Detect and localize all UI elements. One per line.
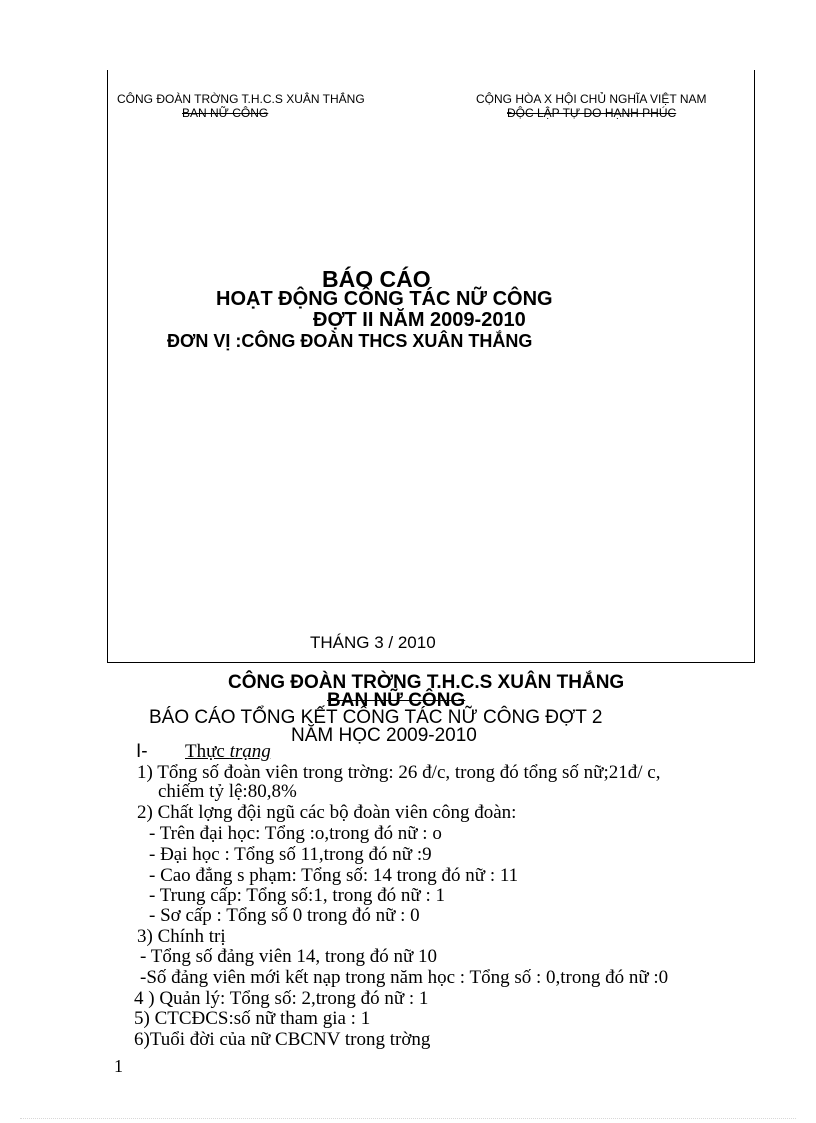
cover-period: ĐỢT II NĂM 2009-2010: [313, 309, 526, 331]
line-postgrad: - Trên đại học: Tổng :o,trong đó nữ : o: [149, 823, 442, 844]
line-party-members: - Tổng số đảng viên 14, trong đó nữ 10: [140, 946, 438, 967]
line-total-members: 1) Tổng số đoàn viên trong trờng: 26 đ/c, trong đó tổng số nữ;21đ/ c,: [137, 762, 661, 783]
cover-unit: ĐƠN VỊ :CÔNG ĐOÀN THCS XUÂN THẮNG: [167, 331, 533, 351]
section-title-b: trạng: [229, 741, 271, 762]
section-title: [185, 741, 271, 763]
report-title: BÁO CÁO TỔNG KẾT CÔNG TÁC NỮ CÔNG ĐỢT 2: [149, 707, 603, 728]
frame-left-border: [107, 70, 108, 663]
line-college: - Cao đẳng s phạm: Tổng số: 14 trong đó nữ : 11: [149, 865, 519, 886]
cover-title: BÁO CÁO: [322, 266, 431, 292]
report-org-sub: BAN NỮ CÔNG: [327, 690, 466, 711]
section-title-a: Thực: [185, 741, 230, 762]
page-bottom-divider: [20, 1118, 796, 1119]
line-age: 6)Tuổi đời của nữ CBCNV trong trờng: [134, 1029, 431, 1050]
frame-right-border: [754, 70, 755, 663]
line-ctcdcs: 5) CTCĐCS:số nữ tham gia : 1: [134, 1008, 371, 1029]
line-politics: 3) Chính trị: [137, 926, 226, 947]
cover-date: THÁNG 3 / 2010: [310, 633, 436, 652]
line-university: - Đại học : Tổng số 11,trong đó nữ :9: [149, 844, 432, 865]
line-ratio: chiếm tỷ lệ:80,8%: [158, 781, 297, 802]
frame-bottom-border: [107, 662, 755, 663]
section-number: I-: [136, 741, 148, 762]
cover-subtitle: HOẠT ĐỘNG CÔNG TÁC NỮ CÔNG: [216, 288, 553, 310]
line-intermediate: - Trung cấp: Tổng số:1, trong đó nữ : 1: [149, 885, 446, 906]
line-quality: 2) Chất lợng đội ngũ các bộ đoàn viên công đoàn:: [137, 802, 517, 823]
report-org: CÔNG ĐOÀN TRỜNG T.H.C.S XUÂN THẮNG: [228, 672, 625, 693]
line-new-members: -Số đảng viên mới kết nạp trong năm học : Tổng số : 0,trong đó nữ :0: [140, 967, 669, 988]
cover-right-motto: ĐỘC LẬP TỰ DO HẠNH PHÚC: [507, 106, 677, 120]
line-management: 4 ) Quản lý: Tổng số: 2,trong đó nữ : 1: [134, 988, 429, 1009]
cover-left-org: CÔNG ĐOÀN TRỜNG T.H.C.S XUÂN THẮNG: [117, 92, 365, 106]
cover-left-sub: BAN NỮ CÔNG: [182, 106, 269, 120]
cover-right-nation: CỘNG HÒA X HỘI CHỦ NGHĨA VIỆT NAM: [476, 92, 707, 106]
report-year: NĂM HỌC 2009-2010: [291, 725, 477, 746]
line-elementary: - Sơ cấp : Tổng số 0 trong đó nữ : 0: [149, 905, 420, 926]
page-number: 1: [114, 1056, 123, 1076]
